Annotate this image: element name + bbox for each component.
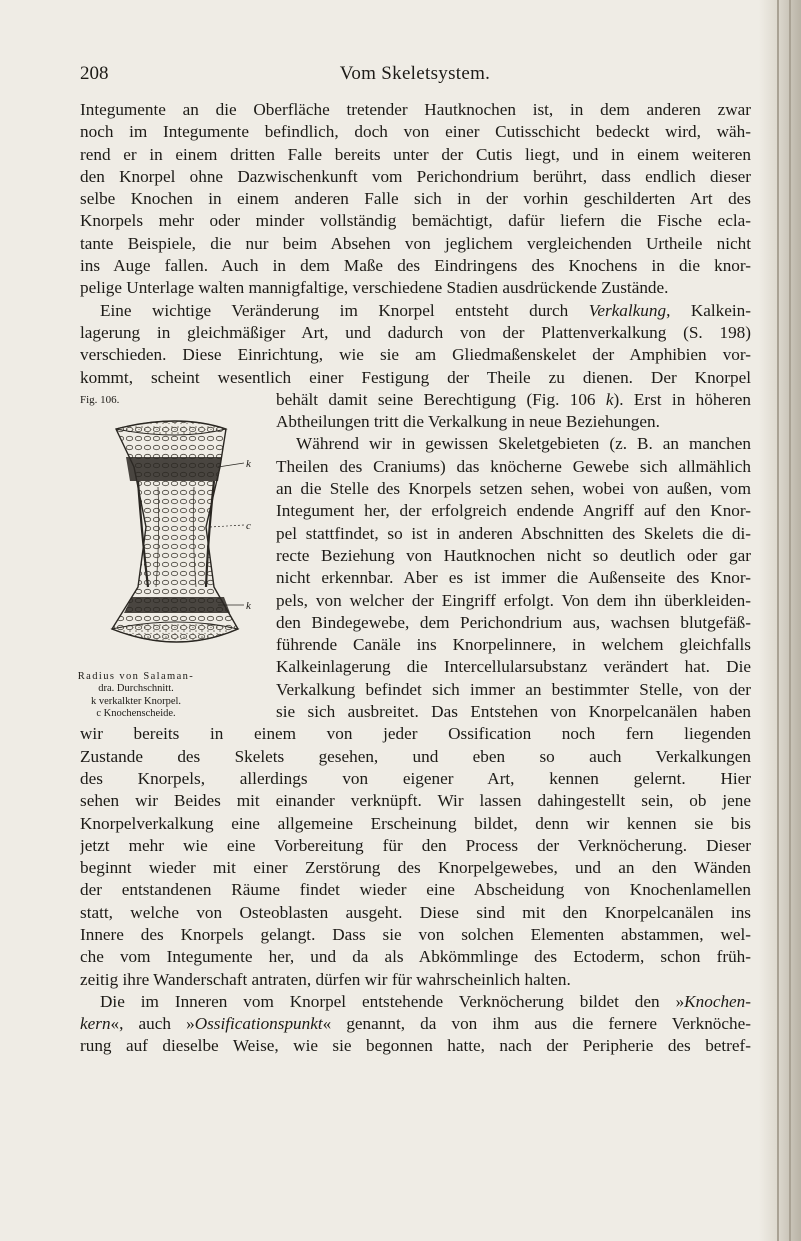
text-line bbox=[80, 300, 751, 322]
page-number: 208 bbox=[80, 63, 109, 84]
emphasis: Ossificationspunkt bbox=[194, 1014, 323, 1034]
text-line: des Knorpels, allerdings von eigener Art, kennen gelernt. Hier bbox=[80, 768, 751, 788]
body-text bbox=[77, 99, 751, 1058]
text-line: der entstandenen Räume findet wieder eine Abscheidung von Knochenlamellen bbox=[80, 880, 751, 900]
text-line: an die Stelle des Knorpels setzen sehen, wobei von außen, vom bbox=[276, 479, 751, 499]
emphasis: k bbox=[605, 389, 614, 409]
text-line: che vom Integumente her, und da als Abkömmlinge des Ectoderm, schon früh- bbox=[80, 947, 751, 967]
text-line: den Bindegewebe, dem Perichondrium aus, wachsen blutgefäß- bbox=[276, 612, 751, 632]
text-run: «, auch » bbox=[110, 1014, 195, 1034]
text-line: Kalkeinlagerung die Intercellularsubstanz verändert hat. Die bbox=[276, 657, 751, 677]
text-line: verschieden. Diese Einrichtung, wie sie am Gliedmaßenskelet der Amphibien vor- bbox=[80, 345, 751, 365]
text-line: recte Beziehung von Hautknochen nicht so deutlich oder gar bbox=[276, 545, 751, 565]
text-line bbox=[80, 1013, 751, 1035]
text-line: zeitig ihre Wanderschaft antraten, dürfen wir für wahrscheinlich halten. bbox=[80, 969, 571, 989]
text-run: « genannt, da von ihm aus die fernere Verknöche- bbox=[322, 1014, 751, 1034]
text-line: Knorpels mehr oder minder vollständig bemächtigt, dafür liefern die Fische ecla- bbox=[80, 211, 751, 231]
text-line: nicht erkennbar. Aber es ist immer die Außenseite des Knor- bbox=[276, 568, 751, 588]
text-line: rung auf dieselbe Weise, wie sie begonnen hatte, nach der Peripherie des betref- bbox=[80, 1036, 751, 1056]
caption-line: Radius von Salaman- bbox=[77, 670, 195, 682]
text-line: beginnt wieder mit einer Zerstörung des Knorpelgewebes, und an den Wänden bbox=[80, 858, 751, 878]
running-header bbox=[80, 63, 750, 89]
text-line: statt, welche von Osteoblasten ausgeht. Diese sind mit den Knorpelcanälen ins bbox=[80, 902, 751, 922]
text-line: Während wir in gewissen Skeletgebieten (z. B. an manchen bbox=[296, 434, 751, 454]
page-edge-line bbox=[789, 0, 791, 1241]
paragraph-2 bbox=[77, 300, 751, 991]
text-line: selbe Knochen in einem anderen Falle sich in der vorhin geschilderten Art des bbox=[80, 189, 751, 209]
figure-label: Fig. 106. bbox=[80, 393, 120, 406]
running-title: Vom Skeletsystem. bbox=[339, 63, 491, 84]
text-line: Abtheilungen tritt die Verkalkung in neue Beziehungen. bbox=[276, 412, 660, 432]
text-line: pel stattfindet, so ist in anderen Abschnitten des Skelets die di- bbox=[276, 523, 751, 543]
emphasis: Verkalkung bbox=[588, 300, 667, 320]
text-run: Eine wichtige Veränderung im Knorpel entsteht durch bbox=[100, 300, 589, 320]
emphasis: kern bbox=[80, 1014, 111, 1034]
text-run: behält damit seine Berechtigung (Fig. 106 bbox=[276, 389, 606, 409]
page-edge-line bbox=[777, 0, 779, 1241]
figure-caption bbox=[76, 671, 196, 721]
paragraph-3 bbox=[80, 991, 751, 1058]
callout-c: c bbox=[246, 519, 251, 532]
text-line: kommt, scheint wesentlich einer Festigung der Theile zu dienen. Der Knorpel bbox=[80, 367, 751, 387]
text-line: Integument her, der erfolgreich endende Angriff auf den Knor- bbox=[276, 501, 751, 521]
text-line: rend er in einem dritten Falle bereits unter der Cutis liegt, und in einem weiteren bbox=[80, 144, 751, 164]
radius-section-illustration bbox=[98, 407, 258, 667]
paragraph-1 bbox=[80, 99, 751, 300]
text-line: lagerung in gleichmäßiger Art, und dadurch von der Plattenverkalkung (S. 198) bbox=[80, 322, 751, 342]
text-line: Innere des Knorpels gelangt. Dass sie von solchen Elementen abstammen, wel- bbox=[80, 924, 751, 944]
text-line: tante Beispiele, die nur beim Absehen von jeglichem vergleichenden Urtheile nicht bbox=[80, 233, 751, 253]
callout-k-bottom: k bbox=[246, 599, 251, 612]
text-line: Zustande des Skelets gesehen, und eben so auch Verkalkungen bbox=[80, 746, 751, 766]
text-line: noch im Integumente befindlich, doch von einer Cutisschicht bedeckt wird, wäh- bbox=[80, 122, 751, 142]
emphasis: Knochen- bbox=[684, 991, 751, 1011]
text-line: jetzt mehr wie eine Vorbereitung für den Process der Verknöcherung. Dieser bbox=[80, 835, 751, 855]
text-run: ). Erst in höheren bbox=[613, 389, 751, 409]
figure-106 bbox=[76, 389, 262, 719]
text-line: Knorpelverkalkung eine allgemeine Erscheinung bildet, denn wir kennen sie bis bbox=[80, 813, 751, 833]
text-run: Die im Inneren vom Knorpel entstehende Verknöcherung bildet den » bbox=[100, 991, 685, 1011]
text-line: führende Canäle ins Knorpelinnere, in welchem gleichfalls bbox=[276, 635, 751, 655]
text-line: Verkalkung befindet sich immer an bestimmter Stelle, von der bbox=[276, 679, 751, 699]
text-line: pelige Unterlage walten mannigfaltige, verschiedene Stadien ausdrückende Zustände. bbox=[80, 278, 669, 298]
text-line: pels, von welcher der Eingriff erfolgt. Von dem ihn überkleiden- bbox=[276, 590, 751, 610]
text-line: Integumente an die Oberfläche tretender Hautknochen ist, in dem anderen zwar bbox=[80, 100, 751, 119]
caption-line: k verkalkter Knorpel. bbox=[90, 695, 182, 707]
text-line: den Knorpel ohne Dazwischenkunft vom Perichondrium berührt, dass endlich dieser bbox=[80, 166, 751, 186]
text-line: Theilen des Craniums) das knöcherne Gewebe sich allmählich bbox=[276, 456, 751, 476]
text-line: sehen wir Beides mit einander verknüpft. Wir lassen dahingestellt sein, ob jene bbox=[80, 791, 751, 811]
text-line: sie sich ausbreitet. Das Entstehen von Knorpelcanälen haben bbox=[276, 702, 751, 722]
text-line: ins Auge fallen. Auch in dem Maße des Eindringens des Knochens in die knor- bbox=[80, 256, 751, 276]
callout-k-top: k bbox=[246, 457, 251, 470]
caption-line: dra. Durchschnitt. bbox=[98, 683, 174, 695]
text-line bbox=[276, 389, 751, 411]
page-edge bbox=[759, 0, 801, 1241]
text-run: , Kalkein- bbox=[666, 300, 751, 320]
text-line bbox=[80, 991, 751, 1013]
text-line: wir bereits in einem von jeder Ossification noch fern liegenden bbox=[80, 724, 751, 744]
caption-line: c Knochenscheide. bbox=[96, 708, 176, 720]
